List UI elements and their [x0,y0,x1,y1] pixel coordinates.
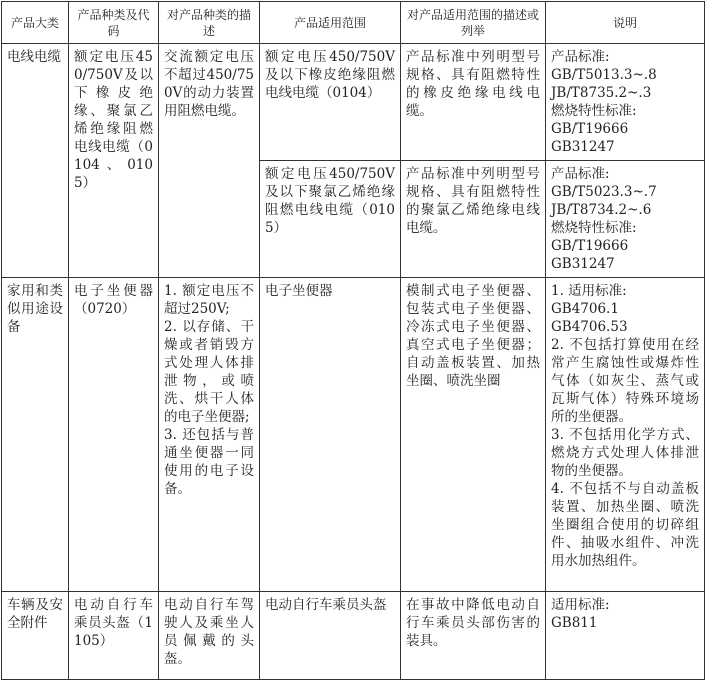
cell-scope-desc-toilet: 模制式电子坐便器、包装式电子坐便器、冷冻式电子坐便器、真空式电子坐便器；自动盖板装置、加热坐圈、喷洗坐圈 [401,278,546,592]
cell-scope-helmet: 电动自行车乘员头盔 [260,592,401,680]
cell-category-appliance: 家用和类似用途设备 [2,278,69,592]
cell-notes-toilet [546,278,705,592]
cell-kind-desc-toilet [159,278,260,592]
header-category: 产品大类 [2,2,69,44]
header-kind-code: 产品种类及代码 [69,2,159,44]
note-line: 适用标准: [551,597,610,613]
note-line: GB4706.53 [551,319,628,335]
desc-line: 1. 额定电压不超过250V; [164,283,254,317]
note-line: 4. 不包括不与自动盖板装置、加热坐圈、喷洗坐圈组合使用的切碎组件、抽吸水组件、冲洗用水加热组件。 [551,481,699,569]
note-line: GB/T19666 [551,238,629,254]
note-line: GB31247 [551,256,615,272]
header-scope: 产品适用范围 [260,2,401,44]
cell-kind-cable: 额定电压450/750V及以下橡皮绝缘、聚氯乙烯绝缘阻燃电线电缆（0104、0105） [69,44,159,278]
header-kind-description: 对产品种类的描述 [159,2,260,44]
cell-scope-rubber: 额定电压450/750V及以下橡皮绝缘阻燃电线电缆（0104） [260,44,401,161]
note-line: 产品标准: [551,166,610,182]
desc-line: 2. 以存储、干燥或者销毁方式处理人体排泄物，或喷洗、烘干人体的电子坐便器; [164,319,254,425]
note-line: 产品标准: [551,49,610,65]
cell-category-vehicle: 车辆及安全附件 [2,592,69,680]
cell-category-cable: 电线电缆 [2,44,69,278]
cell-scope-desc-helmet: 在事故中降低电动自行车乘员头部伤害的装具。 [401,592,546,680]
cell-notes-rubber [546,44,705,161]
cell-kind-toilet: 电子坐便器（0720） [69,278,159,592]
cell-scope-desc-rubber: 产品标准中列明型号规格、具有阻燃特性的橡皮绝缘电线电缆。 [401,44,546,161]
cell-kind-desc-cable: 交流额定电压不超过450/750V的动力装置用阻燃电缆。 [159,44,260,278]
table-body [2,44,705,680]
note-line: GB/T5023.3~.7 [551,184,657,200]
note-line: 燃烧特性标准: [551,220,637,236]
cell-notes-pvc [546,161,705,278]
note-line: GB31247 [551,139,615,155]
cell-kind-helmet: 电动自行车乘员头盔（1105） [69,592,159,680]
note-line: 燃烧特性标准: [551,103,637,119]
cell-scope-desc-pvc: 产品标准中列明型号规格、具有阻燃特性的聚氯乙烯绝缘电线电缆。 [401,161,546,278]
note-line: 3. 不包括用化学方式、燃烧方式处理人体排泄物的坐便器。 [551,427,699,479]
note-line: 2. 不包括打算使用在经常产生腐蚀性或爆炸性气体（如灰尘、蒸气或瓦斯气体）特殊环境场所的坐便器。 [551,337,699,425]
header-scope-description: 对产品适用范围的描述或列举 [401,2,546,44]
note-line: GB811 [551,615,598,631]
cell-scope-toilet: 电子坐便器 [260,278,401,592]
note-line: 1. 适用标准: [551,283,627,299]
note-line: GB/T19666 [551,121,629,137]
product-scope-table [1,1,705,680]
cell-notes-helmet [546,592,705,680]
table-header [2,2,705,44]
note-line: JB/T8735.2~.3 [551,85,652,101]
header-notes: 说明 [546,2,705,44]
cell-scope-pvc: 额定电压450/750V及以下聚氯乙烯绝缘阻燃电线电缆（0105） [260,161,401,278]
table-row [2,44,705,161]
product-catalog-document [0,1,705,682]
table-row [2,278,705,592]
table-row [2,592,705,680]
note-line: GB4706.1 [551,301,619,317]
note-line: JB/T8734.2~.6 [551,202,652,218]
note-line: GB/T5013.3~.8 [551,67,657,83]
cell-kind-desc-helmet: 电动自行车驾驶人及乘坐人员佩戴的头盔。 [159,592,260,680]
header-row [2,2,705,44]
desc-line: 3. 还包括与普通坐便器一同使用的电子设备。 [164,427,254,497]
